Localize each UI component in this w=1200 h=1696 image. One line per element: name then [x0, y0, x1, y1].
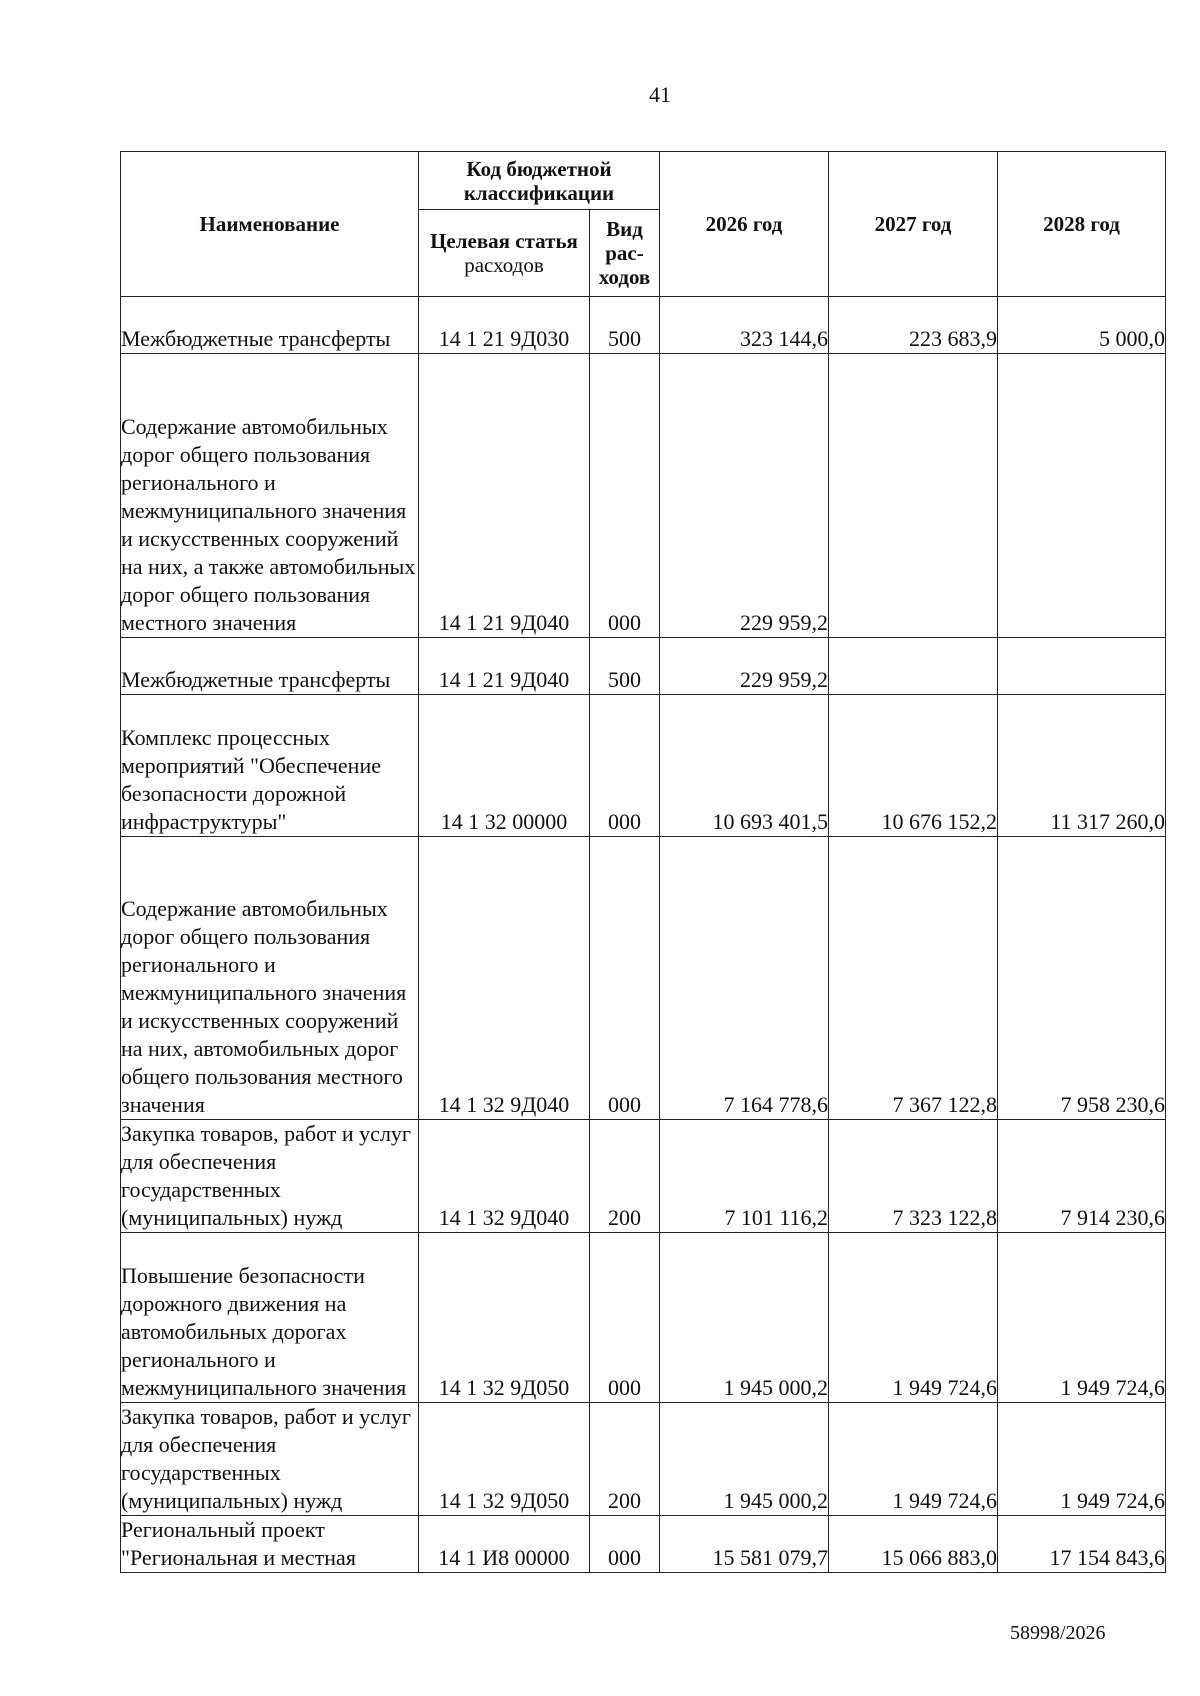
- row-kind: 500: [590, 297, 660, 354]
- row-2026: 1 945 000,2: [660, 1403, 829, 1516]
- row-2026: 15 581 079,7: [660, 1516, 829, 1573]
- row-2027: 10 676 152,2: [829, 695, 998, 837]
- row-2028: 7 958 230,6: [998, 837, 1166, 1120]
- row-name: Региональный проект "Региональная и местная: [121, 1516, 419, 1573]
- header-target-line1: Целевая статья: [430, 229, 578, 253]
- row-kind: 000: [590, 1516, 660, 1573]
- row-name: Комплекс процессных мероприятий "Обеспечение безопасности дорожной инфраструктуры": [121, 695, 419, 837]
- row-2028: 17 154 843,6: [998, 1516, 1166, 1573]
- header-kind-line1: Вид: [606, 217, 643, 241]
- row-kind: 200: [590, 1120, 660, 1233]
- row-kind: 000: [590, 354, 660, 638]
- document-number: 58998/2026: [1010, 1622, 1106, 1644]
- row-2027: 7 323 122,8: [829, 1120, 998, 1233]
- row-kind: 200: [590, 1403, 660, 1516]
- row-code: 14 1 32 9Д040: [419, 1120, 590, 1233]
- row-code: 14 1 21 9Д040: [419, 638, 590, 695]
- row-2026: 1 945 000,2: [660, 1233, 829, 1403]
- row-2026: 7 164 778,6: [660, 837, 829, 1120]
- header-target-line2: расходов: [464, 253, 544, 277]
- header-2028: 2028 год: [998, 152, 1166, 297]
- row-code: 14 1 21 9Д030: [419, 297, 590, 354]
- table-row: [121, 1120, 1166, 1233]
- row-name: Содержание автомобильных дорог общего пользования регионального и межмуниципального значения и искусственных сооружений на них, а также автомобильных дорог общего пользования местного значения: [121, 354, 419, 638]
- row-2028: 11 317 260,0: [998, 695, 1166, 837]
- table-row: [121, 695, 1166, 837]
- row-2028: 5 000,0: [998, 297, 1166, 354]
- header-target-article: [419, 210, 590, 297]
- row-code: 14 1 И8 00000: [419, 1516, 590, 1573]
- header-budget-code-group: [419, 152, 660, 210]
- budget-table: [120, 151, 1166, 1573]
- table-row: [121, 1233, 1166, 1403]
- row-2026: 7 101 116,2: [660, 1120, 829, 1233]
- row-code: 14 1 32 9Д050: [419, 1403, 590, 1516]
- header-kind-line3: ходов: [598, 265, 651, 289]
- row-2026: 229 959,2: [660, 354, 829, 638]
- row-2028: 7 914 230,6: [998, 1120, 1166, 1233]
- row-name: Межбюджетные трансферты: [121, 297, 419, 354]
- row-2026: 323 144,6: [660, 297, 829, 354]
- row-kind: 500: [590, 638, 660, 695]
- row-kind: 000: [590, 837, 660, 1120]
- row-2027: 1 949 724,6: [829, 1233, 998, 1403]
- header-2027: 2027 год: [829, 152, 998, 297]
- table-header: [121, 152, 1166, 297]
- header-expense-kind: [590, 210, 660, 297]
- table-row: [121, 638, 1166, 695]
- row-name: Закупка товаров, работ и услуг для обеспечения государственных (муниципальных) нужд: [121, 1403, 419, 1516]
- page-number: 41: [649, 82, 671, 107]
- table-row: [121, 297, 1166, 354]
- row-name: Закупка товаров, работ и услуг для обеспечения государственных (муниципальных) нужд: [121, 1120, 419, 1233]
- row-code: 14 1 21 9Д040: [419, 354, 590, 638]
- header-kind-line2: рас-: [605, 241, 644, 265]
- row-2028: [998, 638, 1166, 695]
- row-2027: 223 683,9: [829, 297, 998, 354]
- row-name: Содержание автомобильных дорог общего пользования регионального и межмуниципального значения и искусственных сооружений на них, автомобильных дорог общего пользования местного значения: [121, 837, 419, 1120]
- row-code: 14 1 32 9Д040: [419, 837, 590, 1120]
- row-kind: 000: [590, 1233, 660, 1403]
- row-kind: 000: [590, 695, 660, 837]
- row-name: Межбюджетные трансферты: [121, 638, 419, 695]
- header-2026: 2026 год: [660, 152, 829, 297]
- row-code: 14 1 32 00000: [419, 695, 590, 837]
- row-2027: [829, 354, 998, 638]
- table-row: [121, 354, 1166, 638]
- table-row: [121, 1403, 1166, 1516]
- row-2027: 15 066 883,0: [829, 1516, 998, 1573]
- row-2027: [829, 638, 998, 695]
- row-name: Повышение безопасности дорожного движения на автомобильных дорогах регионального и межмуниципального значения: [121, 1233, 419, 1403]
- table-row: [121, 837, 1166, 1120]
- row-2027: 1 949 724,6: [829, 1403, 998, 1516]
- header-name: Наименование: [121, 152, 419, 297]
- row-2028: [998, 354, 1166, 638]
- row-2026: 10 693 401,5: [660, 695, 829, 837]
- row-2028: 1 949 724,6: [998, 1403, 1166, 1516]
- row-2026: 229 959,2: [660, 638, 829, 695]
- row-2028: 1 949 724,6: [998, 1233, 1166, 1403]
- header-budget-code-group-text: Код бюджетной классификации: [463, 156, 615, 205]
- table-row: [121, 1516, 1166, 1573]
- row-code: 14 1 32 9Д050: [419, 1233, 590, 1403]
- row-2027: 7 367 122,8: [829, 837, 998, 1120]
